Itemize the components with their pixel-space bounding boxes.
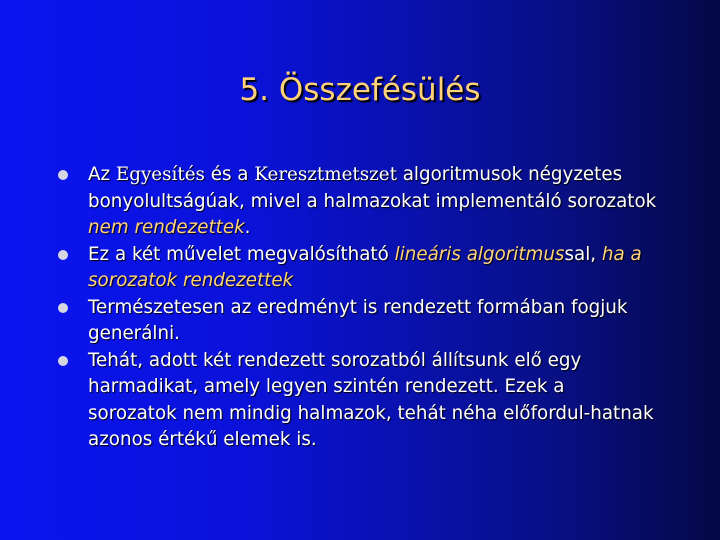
bullet-item-2: [58, 242, 658, 295]
bullet-2-text-a: Ez a két művelet megvalósítható: [88, 243, 395, 265]
bullet-1-term-keresztmetszet: Keresztmetszet: [254, 164, 397, 185]
bullet-1-text-a: Az: [88, 164, 116, 185]
bullet-4-text: Tehát, adott két rendezett sorozatból állítsunk elő egy harmadikat, amely legyen szintén rendezett. Ezek a sorozatok nem mindig halmazok, tehát néha előfordul-hatnak azonos értékű elemek is.: [88, 349, 654, 450]
bullet-2-emphasis-ha: ha a sorozatok rendezettek: [88, 243, 642, 291]
bullet-dot-icon: [58, 303, 68, 313]
bullet-dot-icon: [58, 250, 68, 260]
bullet-dot-icon: [58, 170, 68, 180]
bullet-list: [58, 162, 658, 454]
bullet-1-text-d: .: [244, 217, 251, 238]
bullet-2-emphasis-linearis: lineáris algoritmus: [394, 243, 565, 265]
slide-title: [0, 72, 720, 108]
bullet-item-4: [58, 348, 658, 454]
slide-title-text: 5. Összefésülés: [239, 72, 481, 108]
bullet-dot-icon: [58, 356, 68, 366]
bullet-1-emphasis: nem rendezettek: [88, 217, 245, 238]
bullet-item-1: [58, 162, 658, 242]
bullet-item-3: [58, 295, 658, 348]
bullet-2-text-b: sal,: [564, 243, 602, 265]
bullet-1-term-egyesites: Egyesítés: [115, 164, 205, 185]
bullet-3-text: Természetesen az eredményt is rendezett formában fogjuk generálni.: [88, 296, 628, 344]
bullet-1-text-c: algoritmusok négyzetes bonyolultságúak, mivel a halmazokat implementáló sorozatok: [88, 164, 657, 212]
bullet-1-text-b: és a: [204, 164, 255, 185]
